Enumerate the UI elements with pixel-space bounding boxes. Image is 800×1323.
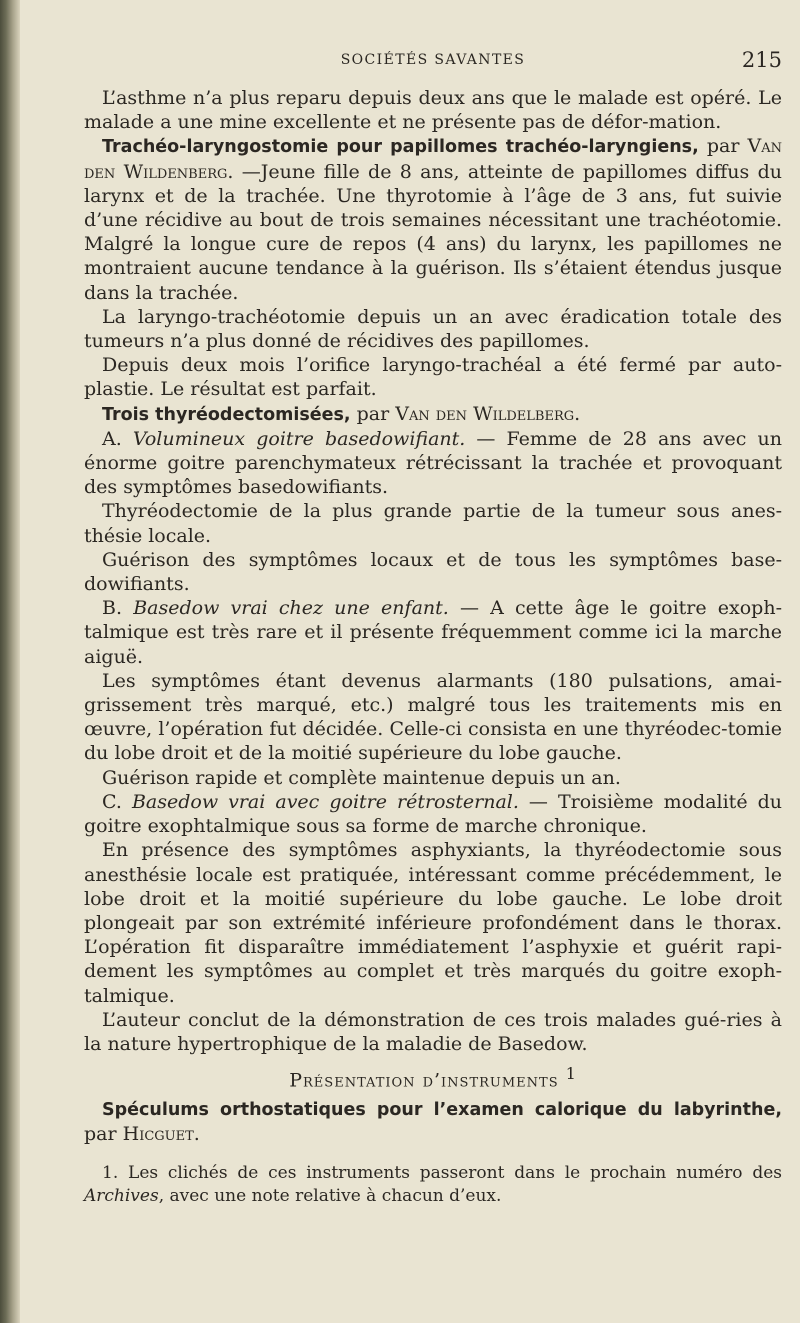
case-a [84, 427, 782, 500]
paragraph: Thyréodectomie de la plus grande partie de la tumeur sous anes-thésie locale. [84, 500, 782, 547]
case-text: — Femme de 28 ans avec un énorme goitre parenchymateux rétrécissant la trachée et provoquant des symptômes basedowifiants. [84, 427, 782, 499]
paragraph: Depuis deux mois l’orifice laryngo-trachéal a été fermé par auto-plastie. Le résultat est parfait. [84, 354, 782, 401]
case-label: B. [102, 597, 123, 620]
paragraph-asthma: L’asthme n’a plus reparu depuis deux ans que le malade est opéré. Le malade a une mine excellente et ne présente pas de défor-mation. [84, 87, 782, 134]
paragraph: Les symptômes étant devenus alarmants (180 pulsations, amai-grissement très marqué, etc.) malgré tous les traitements mis en œuvre, l’opération fut décidée. Celle-ci consista en une thyréodec-tomie du lobe droit et de la moitié supérieure du lobe gauche. [84, 669, 782, 765]
running-title: SOCIÉTÉS SAVANTES [340, 52, 526, 68]
footnote-marker: 1 [565, 1064, 577, 1084]
case-title: Basedow vrai chez une enfant. [133, 597, 449, 620]
section-thyreodectomisees [84, 402, 782, 427]
paragraph: Guérison des symptômes locaux et de tous les symptômes base-dowifiants. [84, 548, 782, 596]
par-word: par [356, 402, 390, 425]
section-title: Trois thyréodectomisées, [102, 404, 351, 425]
par-word: par [706, 135, 740, 158]
journal-page [84, 46, 782, 1208]
period: . [193, 1122, 200, 1145]
book-binding-shadow [0, 0, 20, 1323]
paragraph: En présence des symptômes asphyxiants, la thyréodectomie sous anesthésie locale est pratiquée, intéressant comme précédemment, le lobe droit et la moitié supérieure du lobe gauche. Le lobe droit plongeait par son extrémité inférieure profondément dans le thorax. L’opération fit disparaître immédiatement l’asphyxie et guérit rapi-dement les symptômes au complet et très marqués du goitre exoph-talmique. [84, 839, 782, 1007]
footnote-italic: Archives [84, 1186, 159, 1207]
author-name: Van den Wildelberg [395, 402, 575, 425]
footnote-text-end: , avec une note relative à chacun d’eux. [158, 1186, 502, 1207]
case-c [84, 790, 782, 838]
running-header [84, 46, 782, 76]
case-text: — Troisième modalité du goitre exophtalmique sous sa forme de marche chronique. [84, 790, 782, 838]
paragraph-conclusion: L’auteur conclut de la démonstration de ces trois malades gué-ries à la nature hypertrophique de la maladie de Basedow. [84, 1008, 782, 1055]
section-text: . —Jeune fille de 8 ans, atteinte de papillomes diffus du larynx et de la trachée. Une thyrotomie à l’âge de 3 ans, fut suivie d’une récidive au bout de trois semaines nécessitant une trachéotomie. Malgré la longue cure de repos (4 ans) du larynx, les papillomes ne montraient aucune tendance à la guérison. Ils s’étaient étendus jusque dans la trachée. [84, 160, 782, 304]
author-name: Van den Wildenberg [84, 135, 782, 183]
case-text: — A cette âge le goitre exoph-talmique est très rare et il présente fréquemment comme ici la marche aiguë. [84, 597, 783, 668]
heading-text: Présentation d’instruments [289, 1069, 559, 1092]
author-name: Hicguet [122, 1122, 194, 1145]
page-number: 215 [741, 48, 782, 72]
paragraph: Guérison rapide et complète maintenue depuis un an. [102, 766, 621, 789]
footnote-text: 1. Les clichés de ces instruments passeront dans le prochain numéro des [102, 1163, 782, 1184]
footnote-spacer [84, 1146, 782, 1162]
section-heading-instruments [84, 1062, 782, 1093]
footnote [84, 1162, 782, 1208]
section-title: Spéculums orthostatiques pour l’examen calorique du labyrinthe, [102, 1099, 782, 1120]
case-title: Volumineux goitre basedowifiant. [132, 427, 466, 450]
case-label: A. [102, 427, 122, 450]
period: . [574, 402, 581, 425]
section-speculums [84, 1097, 782, 1146]
par-word: par [84, 1122, 117, 1145]
section-title: Trachéo-laryngostomie pour papillomes trachéo-laryngiens, [102, 137, 699, 158]
section-tracheo-laryngostomie [84, 134, 782, 304]
case-b [84, 596, 782, 669]
case-label: C. [102, 790, 122, 813]
case-title: Basedow vrai avec goitre rétrosternal. [131, 790, 519, 813]
paragraph: La laryngo-trachéotomie depuis un an avec éradication totale des tumeurs n’a plus donné de récidives des papillomes. [84, 305, 782, 353]
